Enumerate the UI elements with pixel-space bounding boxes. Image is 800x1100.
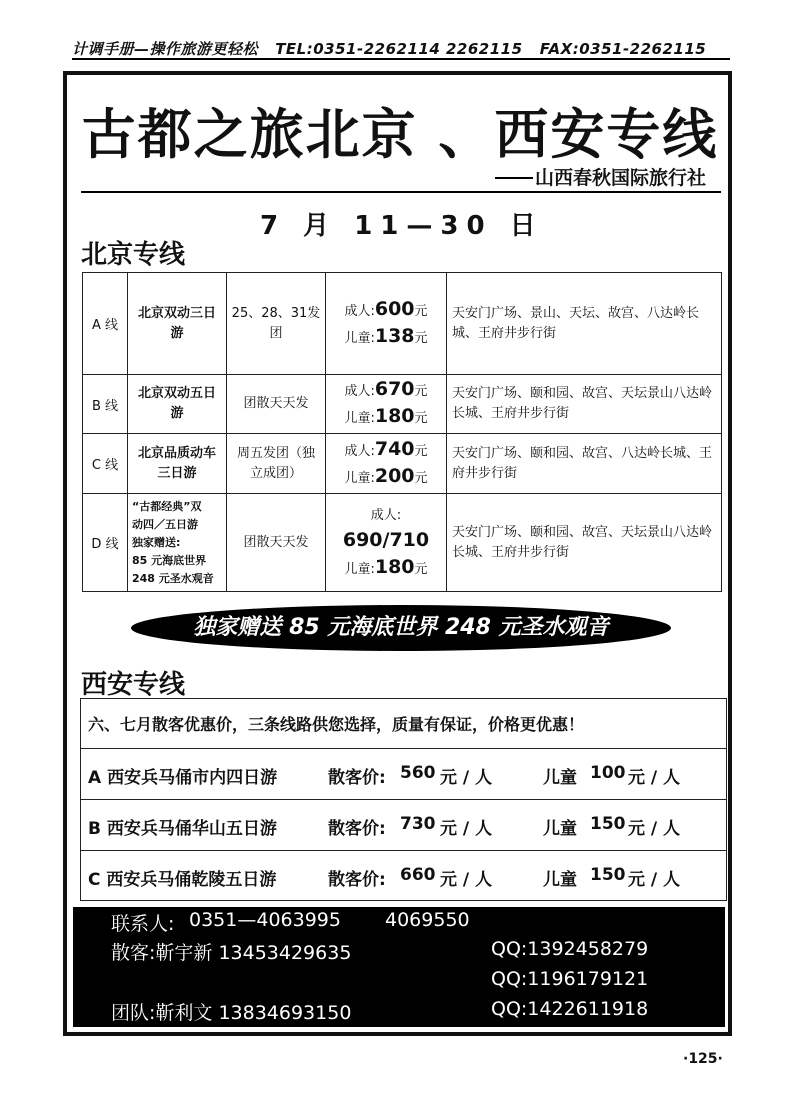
unit: 元 / 人 [628, 819, 681, 839]
adult-price: 600 [374, 297, 415, 320]
adult-label: 成人: [344, 443, 375, 459]
price-label: 散客价: [328, 768, 386, 788]
unit: 元 / 人 [628, 870, 681, 890]
adult-label: 成人: [370, 507, 402, 523]
child-label: 儿童: [344, 561, 375, 577]
child-price: 150 [590, 865, 626, 885]
contact-label: 联系人: [111, 913, 175, 935]
price-label: 散客价: [328, 870, 386, 890]
yuan: 元 [414, 303, 428, 319]
header-line [72, 38, 727, 59]
child-label: 儿童: [344, 330, 375, 346]
tour-name: 北京双动五日游 [128, 375, 227, 434]
contact-block [73, 907, 725, 1027]
qq-3: QQ:1422611918 [491, 998, 649, 1020]
line-code: B 线 [83, 375, 128, 434]
price-cell [326, 434, 447, 494]
contact-phone: 0351—4063995 [189, 909, 341, 931]
route: 天安门广场、颐和园、故宫、天坛景山八达岭长城、王府井步行街 [447, 494, 722, 592]
header-fax: FAX:0351-2262115 [539, 40, 707, 58]
price-cell [326, 494, 447, 592]
tour-name-line: 动四／五日游 [132, 517, 198, 531]
sanke-contact: 散客:靳宇新 13453429635 [111, 942, 352, 964]
line-code: A 线 [83, 273, 128, 375]
yuan: 元 [414, 330, 428, 346]
adult-price: 670 [374, 378, 415, 400]
route: 天安门广场、颐和园、故宫、八达岭长城、王府井步行街 [447, 434, 722, 494]
divider [80, 748, 727, 749]
route: 天安门广场、颐和园、故宫、天坛景山八达岭长城、王府井步行街 [447, 375, 722, 434]
line-code: C 线 [83, 434, 128, 494]
header-tel: TEL:0351-2262114 2262115 [275, 40, 523, 58]
beijing-heading: 北京专线 [81, 240, 186, 270]
xian-tour-name: B 西安兵马俑华山五日游 [88, 819, 277, 839]
agency-name: 山西春秋国际旅行社 [535, 167, 707, 189]
beijing-table [82, 272, 722, 592]
tour-name [128, 494, 227, 592]
child-price: 138 [374, 324, 415, 347]
xian-tour-name: C 西安兵马俑乾陵五日游 [88, 870, 277, 890]
unit: 元 / 人 [440, 870, 493, 890]
child-price: 100 [590, 763, 626, 783]
tour-name-line: 独家赠送: [132, 535, 181, 549]
xian-price: 560 [400, 763, 436, 783]
table-row [83, 375, 722, 434]
departure: 25、28、31发团 [227, 273, 326, 375]
contact-phone-2: 4069550 [385, 909, 470, 931]
tuandui-contact: 团队:靳利文 13834693150 [111, 1002, 352, 1024]
subtitle-dash [495, 177, 533, 179]
table-row [83, 273, 722, 375]
departure: 团散天天发 [227, 375, 326, 434]
adult-label: 成人: [344, 303, 375, 319]
promo-banner: 独家赠送 85 元海底世界 248 元圣水观音 [131, 605, 671, 651]
route: 天安门广场、景山、天坛、故宫、八达岭长城、王府井步行街 [447, 273, 722, 375]
child-label: 儿童: [344, 470, 375, 486]
title-underline [81, 191, 721, 193]
xian-price: 660 [400, 865, 436, 885]
unit: 元 / 人 [628, 768, 681, 788]
main-title: 古都之旅北京 、西安专线 [81, 103, 719, 166]
child-price: 200 [374, 464, 415, 487]
yuan: 元 [414, 470, 428, 486]
unit: 元 / 人 [440, 819, 493, 839]
price-label: 散客价: [328, 819, 386, 839]
adult-price: 740 [374, 437, 415, 460]
tour-name: 北京品质动车三日游 [128, 434, 227, 494]
line-code: D 线 [83, 494, 128, 592]
xian-note: 六、七月散客优惠价，三条线路供您选择，质量有保证，价格更优惠！ [88, 715, 585, 734]
yuan: 元 [414, 411, 428, 426]
unit: 元 / 人 [440, 768, 493, 788]
tour-name: 北京双动三日游 [128, 273, 227, 375]
price-cell [326, 375, 447, 434]
qq-2: QQ:1196179121 [491, 968, 649, 990]
tour-name-line: 85 元海底世界 [132, 553, 207, 567]
divider [80, 850, 727, 851]
child-label: 儿童: [344, 411, 375, 426]
child-price: 180 [374, 405, 415, 427]
tour-name-line: “古都经典”双 [132, 499, 202, 513]
yuan: 元 [414, 384, 428, 399]
header-slogan: 计调手册—操作旅游更轻松 [72, 40, 259, 58]
child-label: 儿童 [543, 768, 577, 788]
xian-tour-name: A 西安兵马俑市内四日游 [88, 768, 278, 788]
table-row [83, 494, 722, 592]
tour-name-line: 248 元圣水观音 [132, 571, 214, 585]
child-price: 150 [590, 814, 626, 834]
xian-heading: 西安专线 [81, 670, 186, 700]
adult-price: 690/710 [342, 528, 430, 551]
tour-date: 7 月 11—30 日 [260, 211, 544, 241]
xian-price: 730 [400, 814, 436, 834]
departure: 团散天天发 [227, 494, 326, 592]
divider [80, 799, 727, 800]
page-number: ·125· [683, 1051, 723, 1067]
departure: 周五发团（独立成团） [227, 434, 326, 494]
yuan: 元 [414, 561, 428, 577]
child-label: 儿童 [543, 819, 577, 839]
child-price: 180 [374, 555, 415, 578]
price-cell [326, 273, 447, 375]
adult-label: 成人: [344, 384, 375, 399]
child-label: 儿童 [543, 870, 577, 890]
yuan: 元 [414, 443, 428, 459]
table-row [83, 434, 722, 494]
header-rule [72, 58, 730, 60]
qq-1: QQ:1392458279 [491, 938, 649, 960]
